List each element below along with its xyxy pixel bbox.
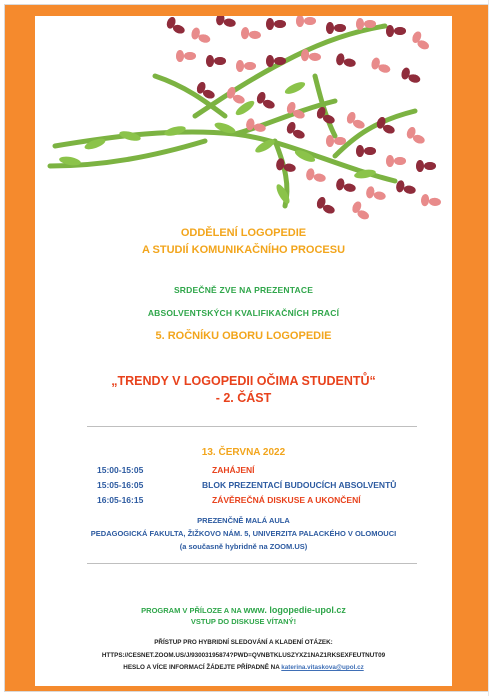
year-line: 5. ROČNÍKU OBORU LOGOPEDIE bbox=[155, 330, 332, 342]
schedule-event-2: BLOK PREZENTACÍ BUDOUCÍCH ABSOLVENTŮ bbox=[202, 480, 397, 490]
schedule-time-3: 16:05-16:15 bbox=[97, 495, 144, 505]
event-date: 13. ČERVNA 2022 bbox=[201, 447, 286, 458]
zoom-url[interactable]: HTTPS://CESNET.ZOOM.US/J/93003195874?PWD=QVNBTKLUSZYXZ1NAZ1RKSEXFEUTNUT09 bbox=[101, 652, 386, 659]
venue-line-3: (a současně hybridně na ZOOM.US) bbox=[179, 542, 308, 551]
poster-frame bbox=[4, 4, 489, 692]
divider-bottom bbox=[87, 563, 417, 564]
department-line-1: ODDĚLENÍ LOGOPEDIE bbox=[180, 227, 307, 239]
program-prefix: PROGRAM V PŘÍLOZE A NA bbox=[141, 606, 242, 615]
venue-line-2: PEDAGOGICKÁ FAKULTA, ŽIŽKOVO NÁM. 5, UNIVERZITA PALACKÉHO V OLOMOUCI bbox=[90, 529, 397, 538]
invitation-line-2: ABSOLVENTSKÝCH KVALIFIKAČNÍCH PRACÍ bbox=[147, 308, 340, 318]
access-label: PŘÍSTUP PRO HYBRIDNÍ SLEDOVÁNÍ A KLADENÍ OTÁZEK: bbox=[154, 639, 333, 646]
contact-email-link[interactable]: katerina.vitaskova@upol.cz bbox=[281, 664, 364, 671]
event-title-line-2: - 2. ČÁST bbox=[215, 391, 272, 405]
flowering-branch-illustration bbox=[35, 16, 452, 221]
invitation-line-1: SRDEČNĚ ZVE NA PREZENTACE bbox=[173, 285, 314, 295]
department-line-2: A STUDIÍ KOMUNIKAČNÍHO PROCESU bbox=[141, 244, 346, 256]
schedule-event-1: ZAHÁJENÍ bbox=[212, 465, 255, 475]
program-line bbox=[35, 605, 452, 615]
event-title-line-1: „TRENDY V LOGOPEDII OČIMA STUDENTŮ“ bbox=[111, 374, 376, 388]
vertical-scrollbar[interactable] bbox=[488, 0, 501, 696]
schedule-time-2: 15:05-16:05 bbox=[97, 480, 144, 490]
schedule-event-3: ZÁVĚREČNÁ DISKUSE A UKONČENÍ bbox=[212, 495, 361, 505]
website-link[interactable]: www. logopedie-upol.cz bbox=[243, 605, 346, 615]
poster-page bbox=[35, 16, 452, 686]
schedule-time-1: 15:00-15:05 bbox=[97, 465, 144, 475]
contact-prefix: HESLO A VÍCE INFORMACÍ ŽÁDEJTE PŘÍPADNĚ NA bbox=[123, 664, 280, 671]
program-line-2: VSTUP DO DISKUSE VÍTANÝ! bbox=[190, 617, 297, 626]
venue-line-1: PREZENČNĚ MALÁ AULA bbox=[197, 516, 290, 525]
divider-top bbox=[87, 426, 417, 427]
contact-line bbox=[35, 664, 452, 671]
